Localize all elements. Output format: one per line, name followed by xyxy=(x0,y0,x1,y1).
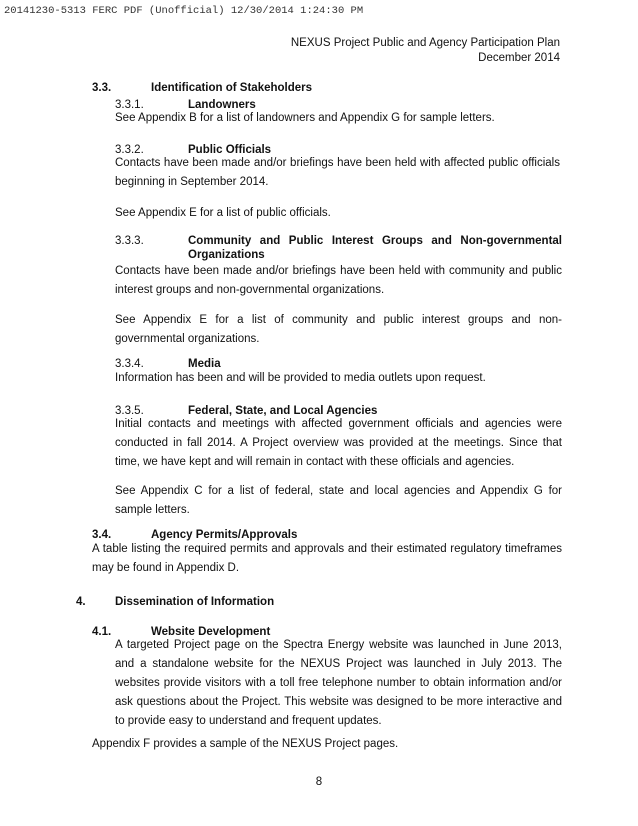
paragraph: Initial contacts and meetings with affected government officials and agencies were conducted in fall 2014. A Project overview was provided at the meetings. Since that time, we have kept and will remain in contact with these officials and agencies. xyxy=(115,418,562,468)
paragraph: Contacts have been made and/or briefings have been held with community and public interest groups and non-governmental organizations. xyxy=(115,265,562,296)
paragraph: Contacts have been made and/or briefings have been held with affected public officials beginning in September 2014. xyxy=(115,157,560,188)
header-title: NEXUS Project Public and Agency Participation Plan xyxy=(290,37,560,49)
paragraph: See Appendix C for a list of federal, state and local agencies and Appendix G for sample letters. xyxy=(115,485,562,516)
section-number: 4.1. xyxy=(92,626,112,638)
section-number: 3.4. xyxy=(92,529,112,541)
subsection-title: Media xyxy=(188,358,221,370)
paragraph: See Appendix E for a list of community and public interest groups and non-governmental organizations. xyxy=(115,314,562,345)
chapter-number: 4. xyxy=(76,596,86,608)
header-date: December 2014 xyxy=(478,52,560,64)
filing-stamp: 20141230-5313 FERC PDF (Unofficial) 12/30/2014 1:24:30 PM xyxy=(4,5,364,17)
section-number: 3.3. xyxy=(92,82,112,94)
subsection-number: 3.3.3. xyxy=(115,235,144,247)
subsection-number: 3.3.5. xyxy=(115,405,144,417)
page-number: 8 xyxy=(315,776,323,788)
subsection-number: 3.3.1. xyxy=(115,99,144,111)
subsection-number: 3.3.4. xyxy=(115,358,144,370)
paragraph: See Appendix B for a list of landowners and Appendix G for sample letters. xyxy=(115,112,495,124)
subsection-title: Public Officials xyxy=(188,144,272,156)
paragraph: A targeted Project page on the Spectra Energy website was launched in June 2013, and a standalone website for the NEXUS Project was launched in July 2013. The websites provide visitors with a toll free telephone number to obtain information and/or ask questions about the Project. This website was designed to be more interactive and to provide easy to understand and frequent updates. xyxy=(115,639,562,727)
paragraph: See Appendix E for a list of public officials. xyxy=(115,207,331,219)
chapter-title: Dissemination of Information xyxy=(115,596,275,608)
paragraph: Appendix F provides a sample of the NEXUS Project pages. xyxy=(92,738,399,750)
section-title: Identification of Stakeholders xyxy=(151,82,313,94)
paragraph: A table listing the required permits and approvals and their estimated regulatory timeframes may be found in Appendix D. xyxy=(92,543,562,574)
page-header xyxy=(291,36,560,66)
subsection-title: Federal, State, and Local Agencies xyxy=(188,405,378,417)
section-title: Website Development xyxy=(151,626,271,638)
subsection-number: 3.3.2. xyxy=(115,144,144,156)
subsection-title: Community and Public Interest Groups and Non-governmental Organizations xyxy=(188,235,562,261)
subsection-title: Landowners xyxy=(188,99,256,111)
section-title: Agency Permits/Approvals xyxy=(151,529,298,541)
paragraph: Information has been and will be provided to media outlets upon request. xyxy=(115,372,486,384)
